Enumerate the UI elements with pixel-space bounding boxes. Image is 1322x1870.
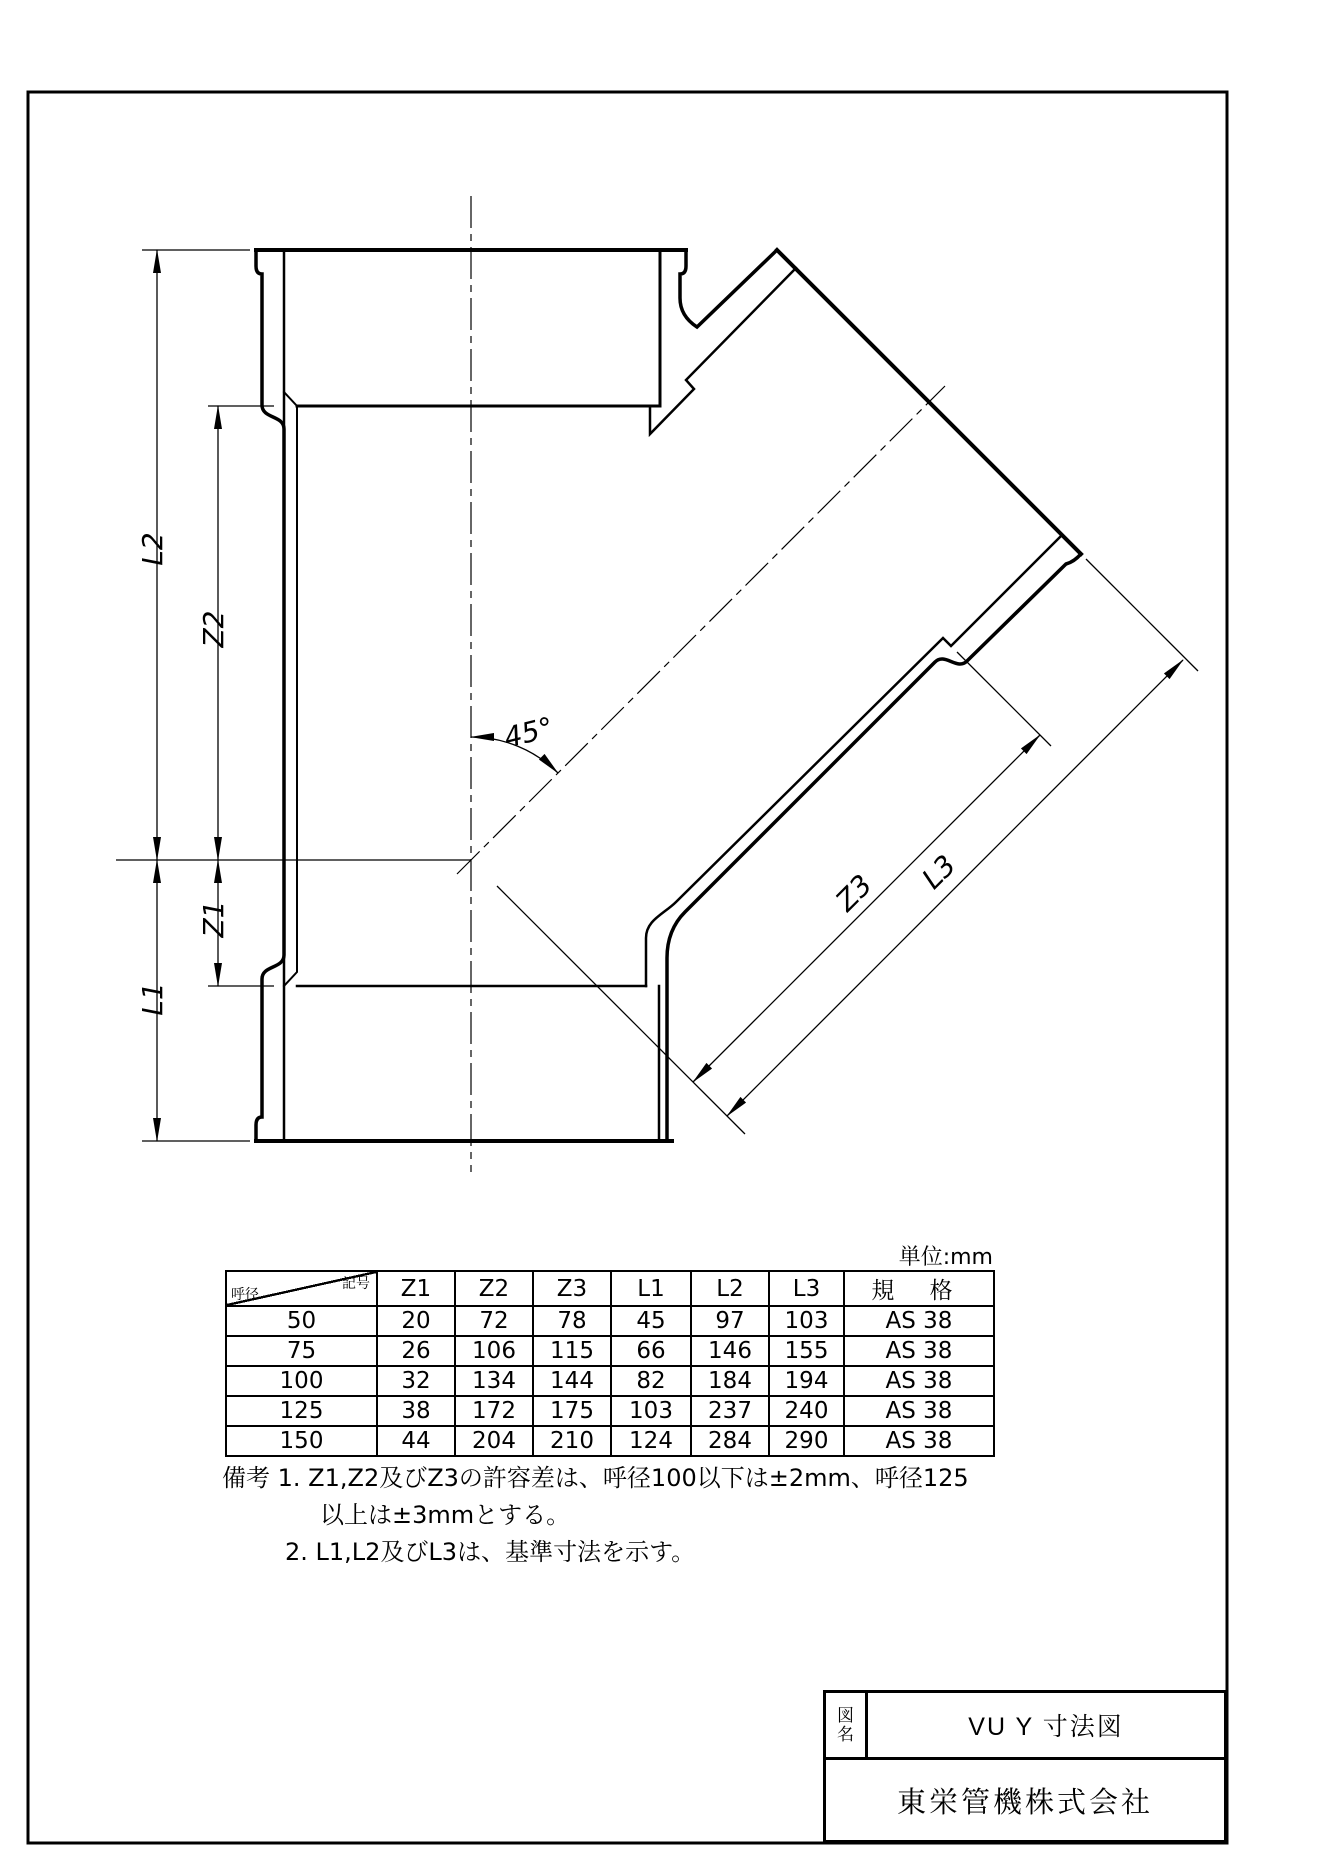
note-line-3: 2. L1,L2及びL3は、基準寸法を示す。: [285, 1538, 696, 1566]
right-upper-profile: [680, 250, 777, 327]
note-line-2: 以上は±3mmとする。: [320, 1501, 571, 1529]
col-header-l1: L1: [611, 1271, 691, 1306]
table-cell: 175: [533, 1396, 611, 1426]
branch-upper-inner: [650, 268, 796, 434]
table-cell: 290: [769, 1426, 844, 1456]
company-name: 東栄管機株式会社: [896, 1786, 1153, 1819]
col-header-l2: L2: [691, 1271, 769, 1306]
table-cell: 100: [226, 1366, 377, 1396]
col-header-z2: Z2: [455, 1271, 533, 1306]
left-outer-profile: [256, 250, 284, 1141]
table-cell: 97: [691, 1306, 769, 1336]
table-cell: AS 38: [844, 1336, 994, 1366]
dim-L3: [727, 660, 1183, 1116]
table-cell: 240: [769, 1396, 844, 1426]
label-Z2: Z2: [197, 610, 230, 648]
table-cell: 172: [455, 1396, 533, 1426]
col-header-standard: 規 格: [844, 1271, 994, 1306]
table-cell: 146: [691, 1336, 769, 1366]
wye-fitting-outline: [256, 250, 1081, 1141]
table-cell: 50: [226, 1306, 377, 1336]
col-header-z1: Z1: [377, 1271, 455, 1306]
label-L2: L2: [136, 532, 169, 566]
table-cell: AS 38: [844, 1426, 994, 1456]
table-cell: 103: [769, 1306, 844, 1336]
table-cell: 106: [455, 1336, 533, 1366]
table-row: [226, 1306, 994, 1336]
table-cell: 20: [377, 1306, 455, 1336]
note-line-1: [222, 1460, 1052, 1497]
field-label-bottom: 名: [837, 1725, 854, 1744]
dimension-labels: [136, 532, 962, 1015]
table-cell: AS 38: [844, 1306, 994, 1336]
unit-label: 単位:mm: [898, 1245, 993, 1270]
table-cell: 134: [455, 1366, 533, 1396]
label-L1: L1: [136, 982, 169, 1016]
table-cell: 82: [611, 1366, 691, 1396]
table-cell: 78: [533, 1306, 611, 1336]
table-cell: 45: [611, 1306, 691, 1336]
table-cell: 72: [455, 1306, 533, 1336]
page-border: [28, 92, 1227, 1843]
table-cell: 26: [377, 1336, 455, 1366]
field-label-top: 図: [837, 1706, 854, 1725]
table-cell: 38: [377, 1396, 455, 1426]
dim-Z3: [693, 735, 1040, 1082]
corner-label-kigo: 記号: [342, 1276, 370, 1292]
table-cell: AS 38: [844, 1366, 994, 1396]
branch-lower-outer: [667, 554, 1081, 1141]
table-corner-cell: [226, 1271, 377, 1306]
ext-branch-shoulder: [957, 652, 1051, 746]
table-cell: 237: [691, 1396, 769, 1426]
table-cell: 150: [226, 1426, 377, 1456]
table-row: [226, 1336, 994, 1366]
corner-label-kokei: 呼径: [231, 1287, 259, 1303]
table-cell: 284: [691, 1426, 769, 1456]
table-cell: 103: [611, 1396, 691, 1426]
table-cell: 125: [226, 1396, 377, 1426]
table-cell: 66: [611, 1336, 691, 1366]
table-cell: 194: [769, 1366, 844, 1396]
ext-branch-mouth: [1086, 559, 1198, 671]
title-block: [823, 1690, 1227, 1843]
notes-label: 備考: [222, 1464, 270, 1492]
table-row: [226, 1366, 994, 1396]
ext-center-perp: [497, 886, 745, 1134]
table-cell: 44: [377, 1426, 455, 1456]
branch-lower-inner: [646, 535, 1062, 1141]
branch-centerline: [457, 386, 945, 874]
drawing-name-field-label: [826, 1693, 868, 1757]
col-header-l3: L3: [769, 1271, 844, 1306]
table-cell: 124: [611, 1426, 691, 1456]
label-Z3: Z3: [829, 868, 879, 918]
table-row: [226, 1396, 994, 1426]
left-bore-line: [284, 392, 297, 986]
drawing-title: VU Y 寸法図: [968, 1713, 1124, 1741]
table-cell: 144: [533, 1366, 611, 1396]
table-cell: 32: [377, 1366, 455, 1396]
table-cell: 210: [533, 1426, 611, 1456]
table-cell: 204: [455, 1426, 533, 1456]
table-header-row: [226, 1271, 994, 1306]
table-cell: AS 38: [844, 1396, 994, 1426]
note-text-1: 1. Z1,Z2及びZ3の許容差は、呼径100以下は±2mm、呼径125: [277, 1464, 969, 1492]
dimension-table: [225, 1270, 995, 1457]
dimension-lines: [116, 250, 1198, 1141]
table-cell: 184: [691, 1366, 769, 1396]
table-row: [226, 1426, 994, 1456]
title-block-row1: [826, 1693, 1224, 1760]
table-cell: 155: [769, 1336, 844, 1366]
col-header-z3: Z3: [533, 1271, 611, 1306]
label-Z1: Z1: [197, 900, 230, 938]
label-L3: L3: [915, 848, 963, 896]
table-cell: 75: [226, 1336, 377, 1366]
label-angle: 45°: [500, 710, 557, 755]
notes-block: [222, 1460, 1052, 1571]
table-cell: 115: [533, 1336, 611, 1366]
